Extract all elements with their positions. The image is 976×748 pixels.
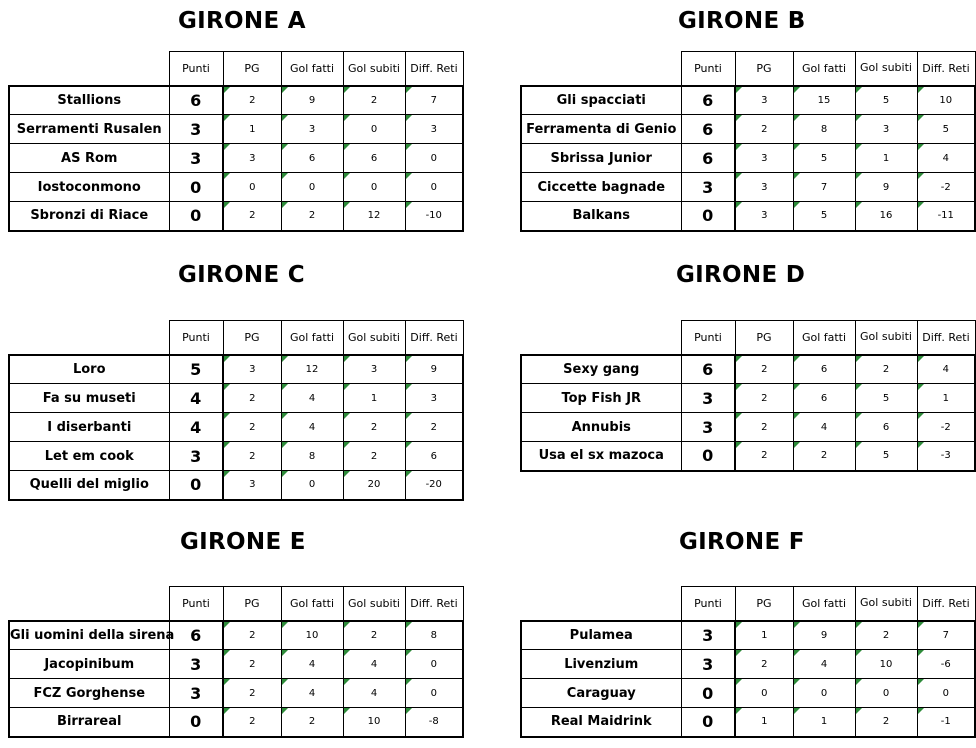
column-header: PG xyxy=(735,587,793,621)
column-header: Gol subiti xyxy=(343,321,405,355)
header-row xyxy=(521,52,975,86)
team-row xyxy=(521,115,975,144)
standings-table xyxy=(520,51,976,232)
team-goals-against: 2 xyxy=(855,708,917,737)
team-row xyxy=(9,115,463,144)
team-played: 2 xyxy=(735,650,793,679)
team-goal-diff: 0 xyxy=(405,679,463,708)
standings-table xyxy=(8,51,464,232)
column-header: Gol subiti xyxy=(343,52,405,86)
team-goals-for: 15 xyxy=(793,86,855,115)
team-row xyxy=(9,413,463,442)
team-goals-against: 2 xyxy=(343,86,405,115)
group-title: GIRONE E xyxy=(180,529,306,555)
team-points: 6 xyxy=(169,621,223,650)
standings-table xyxy=(8,320,464,501)
column-header: PG xyxy=(735,52,793,86)
team-goals-for: 6 xyxy=(281,144,343,173)
team-points: 3 xyxy=(681,384,735,413)
team-played: 2 xyxy=(223,679,281,708)
team-goals-against: 5 xyxy=(855,86,917,115)
team-goals-for: 5 xyxy=(793,202,855,231)
team-goals-for: 4 xyxy=(281,384,343,413)
team-played: 0 xyxy=(223,173,281,202)
team-goals-for: 4 xyxy=(793,650,855,679)
team-points: 6 xyxy=(681,115,735,144)
team-points: 6 xyxy=(681,355,735,384)
team-goals-against: 2 xyxy=(855,355,917,384)
team-row xyxy=(9,679,463,708)
team-played: 2 xyxy=(735,442,793,471)
group-title: GIRONE B xyxy=(678,8,806,34)
header-blank xyxy=(521,321,681,355)
team-goals-against: 1 xyxy=(855,144,917,173)
team-points: 0 xyxy=(681,679,735,708)
team-name: Pulamea xyxy=(521,621,681,650)
team-played: 2 xyxy=(223,384,281,413)
team-points: 5 xyxy=(169,355,223,384)
team-goals-against: 5 xyxy=(855,384,917,413)
team-goal-diff: -11 xyxy=(917,202,975,231)
column-header: Gol fatti xyxy=(281,587,343,621)
team-points: 3 xyxy=(169,442,223,471)
team-name: Quelli del miglio xyxy=(9,471,169,500)
column-header: Diff. Reti xyxy=(405,321,463,355)
team-goals-against: 6 xyxy=(855,413,917,442)
column-header: PG xyxy=(735,321,793,355)
team-goals-for: 2 xyxy=(793,442,855,471)
team-points: 3 xyxy=(681,413,735,442)
team-goal-diff: 3 xyxy=(405,115,463,144)
team-goals-against: 2 xyxy=(343,621,405,650)
team-name: Ferramenta di Genio xyxy=(521,115,681,144)
team-row xyxy=(9,650,463,679)
team-goal-diff: 9 xyxy=(405,355,463,384)
team-goal-diff: -20 xyxy=(405,471,463,500)
team-points: 0 xyxy=(169,708,223,737)
team-goal-diff: 0 xyxy=(917,679,975,708)
team-goal-diff: 1 xyxy=(917,384,975,413)
team-points: 3 xyxy=(169,144,223,173)
team-played: 2 xyxy=(735,115,793,144)
team-name: Loro xyxy=(9,355,169,384)
team-name: AS Rom xyxy=(9,144,169,173)
team-goal-diff: 2 xyxy=(405,413,463,442)
team-played: 2 xyxy=(735,413,793,442)
team-row xyxy=(9,442,463,471)
column-header: Gol subiti xyxy=(855,587,917,621)
team-name: Sbrissa Junior xyxy=(521,144,681,173)
standings-table xyxy=(8,586,464,738)
team-goals-against: 4 xyxy=(343,679,405,708)
team-goal-diff: 0 xyxy=(405,173,463,202)
team-name: Iostoconmono xyxy=(9,173,169,202)
header-blank xyxy=(521,587,681,621)
team-name: Jacopinibum xyxy=(9,650,169,679)
header-row xyxy=(521,587,975,621)
team-row xyxy=(521,413,975,442)
team-name: Let em cook xyxy=(9,442,169,471)
team-points: 4 xyxy=(169,384,223,413)
team-row xyxy=(521,621,975,650)
column-header: Gol fatti xyxy=(793,587,855,621)
team-goals-for: 7 xyxy=(793,173,855,202)
team-goals-for: 4 xyxy=(281,679,343,708)
team-goals-against: 0 xyxy=(343,173,405,202)
team-played: 2 xyxy=(223,442,281,471)
team-played: 2 xyxy=(223,413,281,442)
column-header: PG xyxy=(223,52,281,86)
team-name: Serramenti Rusalen xyxy=(9,115,169,144)
team-goals-against: 2 xyxy=(343,413,405,442)
header-row xyxy=(521,321,975,355)
team-name: Annubis xyxy=(521,413,681,442)
team-goal-diff: -10 xyxy=(405,202,463,231)
team-goals-against: 5 xyxy=(855,442,917,471)
team-played: 0 xyxy=(735,679,793,708)
team-row xyxy=(521,173,975,202)
team-played: 2 xyxy=(223,708,281,737)
team-goals-against: 0 xyxy=(855,679,917,708)
standings-table xyxy=(520,320,976,472)
column-header: Gol fatti xyxy=(793,321,855,355)
team-points: 6 xyxy=(681,144,735,173)
team-goals-for: 2 xyxy=(281,708,343,737)
team-goal-diff: 7 xyxy=(405,86,463,115)
team-row xyxy=(521,384,975,413)
team-goals-for: 5 xyxy=(793,144,855,173)
team-played: 3 xyxy=(223,355,281,384)
team-name: I diserbanti xyxy=(9,413,169,442)
team-goals-for: 2 xyxy=(281,202,343,231)
team-played: 2 xyxy=(223,621,281,650)
column-header: Gol fatti xyxy=(793,52,855,86)
team-goal-diff: -2 xyxy=(917,173,975,202)
team-goals-for: 10 xyxy=(281,621,343,650)
team-goals-against: 10 xyxy=(343,708,405,737)
team-goals-against: 3 xyxy=(343,355,405,384)
team-played: 3 xyxy=(223,144,281,173)
team-goals-against: 1 xyxy=(343,384,405,413)
team-goals-for: 0 xyxy=(281,173,343,202)
team-goal-diff: 6 xyxy=(405,442,463,471)
team-goals-for: 8 xyxy=(793,115,855,144)
team-played: 2 xyxy=(223,202,281,231)
team-name: Usa el sx mazoca xyxy=(521,442,681,471)
team-points: 3 xyxy=(681,650,735,679)
column-header: Punti xyxy=(681,587,735,621)
column-header: Diff. Reti xyxy=(405,52,463,86)
header-row xyxy=(9,321,463,355)
team-played: 3 xyxy=(735,202,793,231)
team-goal-diff: 0 xyxy=(405,650,463,679)
column-header: PG xyxy=(223,587,281,621)
group-title: GIRONE D xyxy=(676,262,806,288)
column-header: Punti xyxy=(681,52,735,86)
standings-table xyxy=(520,586,976,738)
team-goal-diff: 10 xyxy=(917,86,975,115)
team-goals-for: 6 xyxy=(793,355,855,384)
team-goals-for: 4 xyxy=(281,413,343,442)
team-name: Sbronzi di Riace xyxy=(9,202,169,231)
header-blank xyxy=(9,321,169,355)
team-goals-for: 8 xyxy=(281,442,343,471)
team-points: 6 xyxy=(681,86,735,115)
team-points: 0 xyxy=(681,708,735,737)
team-goals-against: 9 xyxy=(855,173,917,202)
team-row xyxy=(521,650,975,679)
team-played: 3 xyxy=(735,144,793,173)
team-row xyxy=(9,86,463,115)
team-points: 3 xyxy=(681,621,735,650)
column-header: Punti xyxy=(681,321,735,355)
column-header: Punti xyxy=(169,587,223,621)
team-played: 1 xyxy=(735,621,793,650)
team-row xyxy=(9,384,463,413)
team-name: Gli spacciati xyxy=(521,86,681,115)
team-goal-diff: 5 xyxy=(917,115,975,144)
team-played: 2 xyxy=(223,650,281,679)
team-points: 4 xyxy=(169,413,223,442)
team-row xyxy=(521,86,975,115)
team-goals-against: 12 xyxy=(343,202,405,231)
team-goals-against: 10 xyxy=(855,650,917,679)
column-header: Diff. Reti xyxy=(917,52,975,86)
column-header: Gol subiti xyxy=(855,321,917,355)
team-goals-against: 2 xyxy=(855,621,917,650)
team-row xyxy=(9,355,463,384)
header-blank xyxy=(9,52,169,86)
team-goals-against: 16 xyxy=(855,202,917,231)
team-goal-diff: -6 xyxy=(917,650,975,679)
team-row xyxy=(9,708,463,737)
team-name: Real Maidrink xyxy=(521,708,681,737)
team-row xyxy=(521,355,975,384)
team-played: 3 xyxy=(223,471,281,500)
team-points: 0 xyxy=(169,173,223,202)
column-header: Gol fatti xyxy=(281,321,343,355)
team-goals-against: 2 xyxy=(343,442,405,471)
column-header: Gol fatti xyxy=(281,52,343,86)
team-goal-diff: -8 xyxy=(405,708,463,737)
team-goals-for: 0 xyxy=(793,679,855,708)
team-row xyxy=(521,144,975,173)
team-goals-for: 9 xyxy=(793,621,855,650)
team-name: FCZ Gorghense xyxy=(9,679,169,708)
column-header: PG xyxy=(223,321,281,355)
team-name: Ciccette bagnade xyxy=(521,173,681,202)
column-header: Punti xyxy=(169,52,223,86)
team-points: 0 xyxy=(681,442,735,471)
team-name: Birrareal xyxy=(9,708,169,737)
group-title: GIRONE C xyxy=(178,262,305,288)
group-title: GIRONE A xyxy=(178,8,306,34)
team-played: 1 xyxy=(735,708,793,737)
team-played: 2 xyxy=(735,355,793,384)
header-blank xyxy=(521,52,681,86)
team-goal-diff: 0 xyxy=(405,144,463,173)
team-goals-against: 4 xyxy=(343,650,405,679)
team-goals-for: 3 xyxy=(281,115,343,144)
team-row xyxy=(9,621,463,650)
team-goal-diff: -1 xyxy=(917,708,975,737)
column-header: Diff. Reti xyxy=(917,321,975,355)
team-name: Gli uomini della sirena xyxy=(9,621,169,650)
team-goals-for: 6 xyxy=(793,384,855,413)
team-goal-diff: 7 xyxy=(917,621,975,650)
team-played: 2 xyxy=(223,86,281,115)
team-name: Livenzium xyxy=(521,650,681,679)
team-played: 1 xyxy=(223,115,281,144)
team-points: 6 xyxy=(169,86,223,115)
team-name: Top Fish JR xyxy=(521,384,681,413)
team-goals-for: 9 xyxy=(281,86,343,115)
team-name: Caraguay xyxy=(521,679,681,708)
team-goals-against: 3 xyxy=(855,115,917,144)
team-played: 2 xyxy=(735,384,793,413)
team-goals-against: 6 xyxy=(343,144,405,173)
column-header: Gol subiti xyxy=(855,52,917,86)
team-row xyxy=(9,202,463,231)
team-points: 0 xyxy=(681,202,735,231)
team-name: Fa su museti xyxy=(9,384,169,413)
team-row xyxy=(521,202,975,231)
group-title: GIRONE F xyxy=(679,529,805,555)
team-goal-diff: 4 xyxy=(917,144,975,173)
team-played: 3 xyxy=(735,173,793,202)
team-points: 3 xyxy=(169,115,223,144)
team-name: Balkans xyxy=(521,202,681,231)
team-row xyxy=(521,442,975,471)
team-name: Stallions xyxy=(9,86,169,115)
team-goals-for: 4 xyxy=(793,413,855,442)
team-played: 3 xyxy=(735,86,793,115)
team-goals-for: 12 xyxy=(281,355,343,384)
team-goals-against: 0 xyxy=(343,115,405,144)
team-row xyxy=(521,679,975,708)
team-points: 3 xyxy=(681,173,735,202)
header-blank xyxy=(9,587,169,621)
team-name: Sexy gang xyxy=(521,355,681,384)
team-goals-against: 20 xyxy=(343,471,405,500)
header-row xyxy=(9,587,463,621)
team-points: 0 xyxy=(169,471,223,500)
team-row xyxy=(521,708,975,737)
column-header: Diff. Reti xyxy=(405,587,463,621)
team-goal-diff: 4 xyxy=(917,355,975,384)
column-header: Punti xyxy=(169,321,223,355)
team-goals-for: 0 xyxy=(281,471,343,500)
team-row xyxy=(9,173,463,202)
team-goal-diff: -2 xyxy=(917,413,975,442)
team-goal-diff: -3 xyxy=(917,442,975,471)
column-header: Gol subiti xyxy=(343,587,405,621)
column-header: Diff. Reti xyxy=(917,587,975,621)
team-goal-diff: 8 xyxy=(405,621,463,650)
team-points: 0 xyxy=(169,202,223,231)
team-goals-for: 1 xyxy=(793,708,855,737)
team-goal-diff: 3 xyxy=(405,384,463,413)
team-row xyxy=(9,471,463,500)
team-points: 3 xyxy=(169,679,223,708)
team-row xyxy=(9,144,463,173)
team-goals-for: 4 xyxy=(281,650,343,679)
team-points: 3 xyxy=(169,650,223,679)
header-row xyxy=(9,52,463,86)
